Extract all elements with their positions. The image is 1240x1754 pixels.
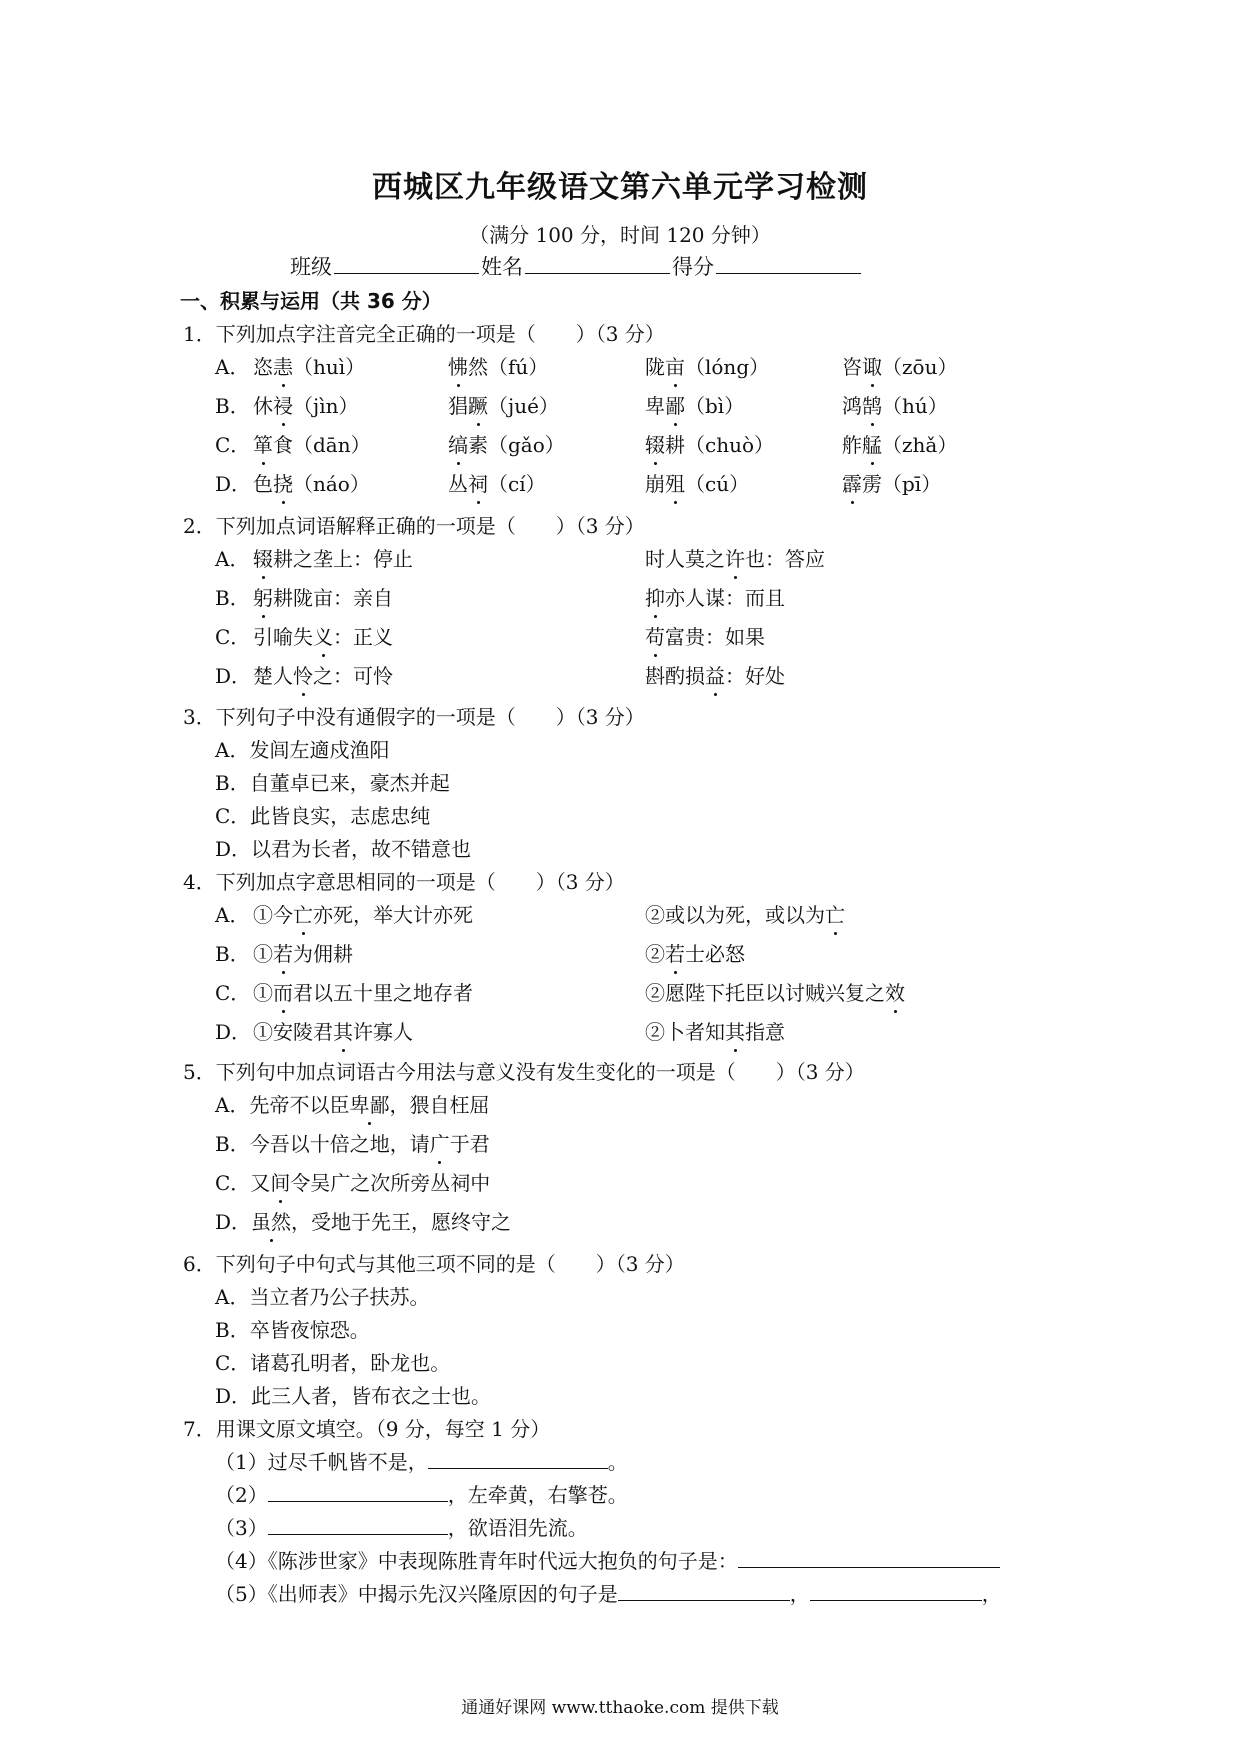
q2-a-right: 时人莫之许也：答应 (645, 547, 825, 571)
q3-option-d: D．以君为长者，故不错意也 (215, 837, 472, 861)
q2-d-right: 斟酌损益：好处 (645, 664, 785, 688)
answer-blank[interactable] (428, 1450, 608, 1469)
q1-c-item-2: 缟素（gǎo） (448, 433, 565, 457)
score-label: 得分 (672, 255, 714, 279)
q4-option-b-label: B． (215, 942, 250, 966)
q4-a-left: ①今亡亦死，举大计亦死 (253, 903, 473, 927)
q2-b-left: 躬耕陇亩：亲自 (253, 586, 393, 610)
score-blank (716, 253, 861, 274)
question-2-stem: 2．下列加点词语解释正确的一项是（ ）（3 分） (183, 514, 645, 538)
q7-blank-line-1: （1）过尽千帆皆不是， 。 (215, 1450, 628, 1474)
q1-option-a-label: A． (215, 355, 250, 379)
q4-c-right: ②愿陛下托臣以讨贼兴复之效 (645, 981, 905, 1005)
q2-option-c-label: C． (215, 625, 251, 649)
q2-c-left: 引喻失义：正义 (253, 625, 393, 649)
q1-option-b-label: B． (215, 394, 250, 418)
q1-b-item-1: 休祲（jìn） (253, 394, 359, 418)
q2-option-b-label: B． (215, 586, 250, 610)
answer-blank[interactable] (738, 1549, 1000, 1568)
answer-blank[interactable] (268, 1483, 448, 1502)
question-4-stem: 4．下列加点字意思相同的一项是（ ）（3 分） (183, 870, 625, 894)
student-info-line (290, 251, 863, 281)
q4-d-left: ①安陵君其许寡人 (253, 1020, 413, 1044)
q1-a-item-3: 陇亩（lóng） (645, 355, 770, 379)
q1-d-item-3: 崩殂（cú） (645, 472, 750, 496)
q5-option-b: B．今吾以十倍之地，请广于君 (215, 1132, 490, 1156)
q4-option-d-label: D． (215, 1020, 252, 1044)
q1-c-item-4: 舴艋（zhǎ） (842, 433, 958, 457)
q2-b-right: 抑亦人谋：而且 (645, 586, 785, 610)
question-5-stem: 5．下列句中加点词语古今用法与意义没有发生变化的一项是（ ）（3 分） (183, 1060, 865, 1084)
q1-a-item-2: 怫然（fú） (448, 355, 549, 379)
answer-blank[interactable] (810, 1582, 982, 1601)
q6-option-c: C．诸葛孔明者，卧龙也。 (215, 1351, 451, 1375)
q3-option-a: A．发闾左適戍渔阳 (215, 738, 390, 762)
q5-option-a: A．先帝不以臣卑鄙，猥自枉屈 (215, 1093, 490, 1117)
class-blank (334, 253, 479, 274)
q6-option-a: A．当立者乃公子扶苏。 (215, 1285, 430, 1309)
footer-credit: 通通好课网 www.tthaoke.com 提供下载 (461, 1698, 779, 1718)
q5-option-d: D．虽然，受地于先王，愿终守之 (215, 1210, 512, 1234)
q1-c-item-3: 辍耕（chuò） (645, 433, 775, 457)
q1-option-d-label: D． (215, 472, 252, 496)
answer-blank[interactable] (618, 1582, 790, 1601)
name-blank (525, 253, 670, 274)
q4-option-a-label: A． (215, 903, 250, 927)
q1-a-item-4: 咨诹（zōu） (842, 355, 958, 379)
question-3-stem: 3．下列句子中没有通假字的一项是（ ）（3 分） (183, 705, 645, 729)
q1-option-c-label: C． (215, 433, 251, 457)
q4-option-c-label: C． (215, 981, 251, 1005)
question-6-stem: 6．下列句子中句式与其他三项不同的是（ ）（3 分） (183, 1252, 685, 1276)
question-7-stem: 7．用课文原文填空。（9 分，每空 1 分） (183, 1417, 551, 1441)
q1-d-item-1: 色挠（náo） (253, 472, 370, 496)
name-label: 姓名 (481, 255, 523, 279)
q1-d-item-4: 霹雳（pī） (842, 472, 942, 496)
q4-c-left: ①而君以五十里之地存者 (253, 981, 473, 1005)
q6-option-d: D．此三人者，皆布衣之士也。 (215, 1384, 492, 1408)
q2-a-left: 辍耕之垄上：停止 (253, 547, 413, 571)
q1-b-item-3: 卑鄙（bì） (645, 394, 745, 418)
q6-option-b: B．卒皆夜惊恐。 (215, 1318, 370, 1342)
exam-subtitle: （满分 100 分，时间 120 分钟） (469, 223, 771, 247)
q1-d-item-2: 丛祠（cí） (448, 472, 546, 496)
q2-option-d-label: D． (215, 664, 252, 688)
q3-option-c: C．此皆良实，志虑忠纯 (215, 804, 431, 828)
q7-blank-line-5: （5）《出师表》中揭示先汉兴隆原因的句子是 ， ， (215, 1582, 1002, 1606)
q4-d-right: ②卜者知其指意 (645, 1020, 785, 1044)
q1-c-item-1: 箪食（dān） (253, 433, 371, 457)
class-label: 班级 (290, 255, 332, 279)
q2-d-left: 楚人怜之：可怜 (253, 664, 393, 688)
question-1-stem: 1．下列加点字注音完全正确的一项是（ ）（3 分） (183, 322, 665, 346)
q7-blank-line-2: （2） ，左牵黄，右擎苍。 (215, 1483, 628, 1507)
q2-option-a-label: A． (215, 547, 250, 571)
q4-b-right: ②若士必怒 (645, 942, 745, 966)
q4-a-right: ②或以为死，或以为亡 (645, 903, 845, 927)
q2-c-right: 苟富贵：如果 (645, 625, 765, 649)
q3-option-b: B．自董卓已来，豪杰并起 (215, 771, 450, 795)
q1-b-item-2: 猖蹶（jué） (448, 394, 559, 418)
q1-b-item-4: 鸿鹄（hú） (842, 394, 948, 418)
q4-b-left: ①若为佣耕 (253, 942, 353, 966)
q1-a-item-1: 恣恚（huì） (253, 355, 366, 379)
q7-blank-line-4: （4）《陈涉世家》中表现陈胜青年时代远大抱负的句子是： (215, 1545, 1000, 1574)
section-heading: 一、积累与运用（共 36 分） (180, 289, 442, 313)
q7-blank-line-3: （3） ，欲语泪先流。 (215, 1516, 588, 1540)
exam-title: 西城区九年级语文第六单元学习检测 (372, 170, 868, 205)
q5-option-c: C．又间令吴广之次所旁丛祠中 (215, 1171, 491, 1195)
answer-blank[interactable] (268, 1516, 448, 1535)
